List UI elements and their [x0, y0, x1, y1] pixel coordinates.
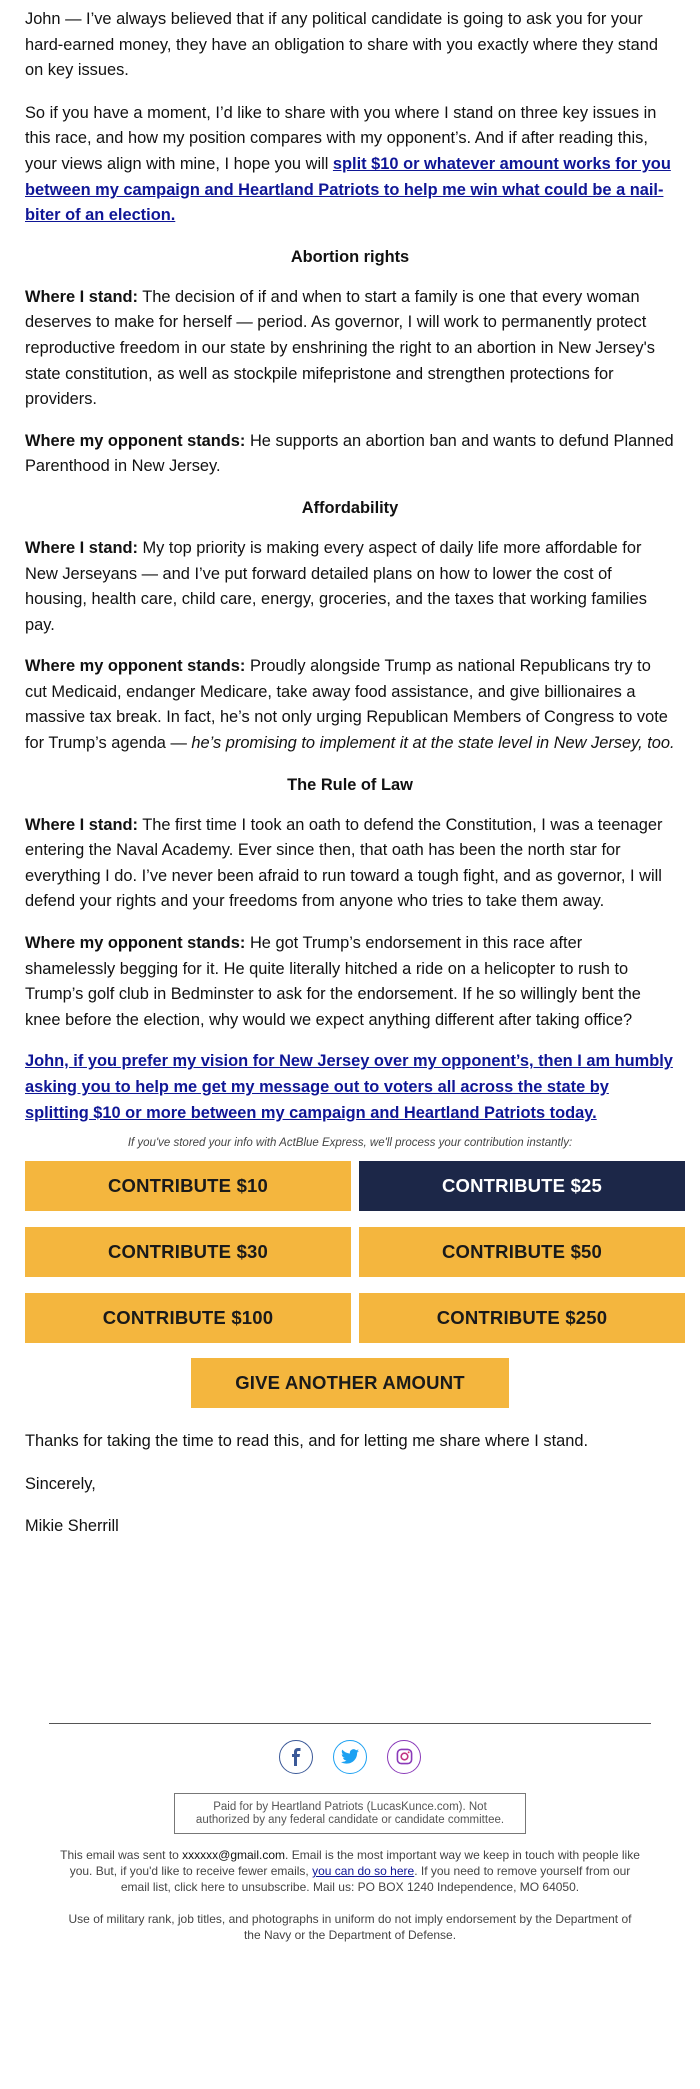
where-i-stand-abortion [25, 285, 675, 413]
signature-name: Mikie Sherrill [25, 1517, 119, 1536]
opponent-stands-affordability [25, 654, 675, 756]
stand-label: Where I stand: [25, 538, 138, 557]
opponent-text: He supports an abortion ban and wants to defund Planned Parenthood in New Jersey. [25, 431, 674, 476]
intro-paragraph: John — I’ve always believed that if any political candidate is going to ask you for your hard-earned money, they have an obligation to share with you exactly where they stand on key issues. [25, 10, 658, 80]
stand-text: My top priority is making every aspect of daily life more affordable for New Jerseyans — and I’ve put forward detailed plans on how to lower the cost of housing, health care, child care, energy, groceries, and the taxes that working families pay. [25, 538, 647, 634]
intro-ask-paragraph [25, 101, 675, 229]
twitter-icon[interactable] [333, 1740, 367, 1774]
footer-email-notice [55, 1847, 645, 1895]
instagram-icon[interactable] [387, 1740, 421, 1774]
opponent-italic-text: he’s promising to implement it at the state level in New Jersey, too. [191, 734, 675, 753]
recipient-email: xxxxxx@gmail.com [182, 1847, 286, 1862]
give-another-amount-button[interactable]: GIVE ANOTHER AMOUNT [191, 1358, 509, 1408]
footer [0, 1723, 700, 1943]
sent-mid: . Email is the most important way we keep in touch with people like you. But, if you'd like to receive fewer emails, [69, 1847, 640, 1878]
social-links [0, 1740, 700, 1774]
thanks-text: Thanks for taking the time to read this, and for letting me share where I stand. [25, 1432, 589, 1451]
contribution-buttons [25, 1161, 675, 1343]
section-heading-affordability: Affordability [301, 498, 399, 517]
opponent-label: Where my opponent stands: [25, 934, 246, 953]
facebook-icon[interactable] [279, 1740, 313, 1774]
sent-suffix: . If you need to remove yourself from our email list, click here to unsubscribe. Mail us: PO BOX 1240 Independence, MO 64050. [120, 1863, 631, 1894]
where-i-stand-rule-of-law [25, 813, 675, 915]
vision-ask-link[interactable]: John, if you prefer my vision for New Jersey over my opponent’s, then I am humbly asking you to help me get my message out to voters all across the state by splitting $10 or more between my campaign and Heartland Patriots today. [25, 1052, 673, 1122]
signoff-text: Sincerely, [25, 1474, 96, 1493]
section-heading-abortion: Abortion rights [290, 247, 410, 266]
contribute-50-button[interactable]: CONTRIBUTE $50 [359, 1227, 685, 1277]
section-heading-rule-of-law: The Rule of Law [287, 775, 413, 794]
contribute-100-button[interactable]: CONTRIBUTE $100 [25, 1293, 351, 1343]
contribute-10-button[interactable]: CONTRIBUTE $10 [25, 1161, 351, 1211]
sent-prefix: This email was sent to [60, 1847, 183, 1862]
opponent-label: Where my opponent stands: [25, 431, 246, 450]
opponent-label: Where my opponent stands: [25, 657, 246, 676]
intro-ask-text: So if you have a moment, I’d like to share with you where I stand on three key issues in this race, and how my position compares with my opponent’s. And if after reading this, your views align with mine, I hope you will [25, 103, 657, 173]
contribute-25-button[interactable]: CONTRIBUTE $25 [359, 1161, 685, 1211]
stand-label: Where I stand: [25, 287, 138, 306]
paid-for-disclaimer: Paid for by Heartland Patriots (LucasKunce.com). Not authorized by any federal candidate or candidate committee. [174, 1793, 526, 1834]
stand-text: The decision of if and when to start a family is one that every woman deserves to make for herself — period. As governor, I will work to permanently protect reproductive freedom in our state by enshrining the right to an abortion in New Jersey's state constitution, as well as stockpile mifepristone and strengthen protections for providers. [25, 287, 655, 409]
stand-text: The first time I took an oath to defend the Constitution, I was a teenager entering the Naval Academy. Ever since then, that oath has been the north star for everything I do. I’ve never been afraid to run toward a tough fight, and as governor, I will defend your rights and your freedoms from anyone who tries to take them away. [25, 815, 663, 911]
contribute-250-button[interactable]: CONTRIBUTE $250 [359, 1293, 685, 1343]
fewer-emails-link[interactable]: you can do so here [312, 1863, 415, 1878]
stand-label: Where I stand: [25, 815, 138, 834]
closing [25, 1429, 675, 1540]
opponent-stands-rule-of-law [25, 931, 675, 1033]
contribute-30-button[interactable]: CONTRIBUTE $30 [25, 1227, 351, 1277]
opponent-text: He got Trump’s endorsement in this race after shamelessly begging for it. He quite literally hitched a ride on a helicopter to rush to Trump’s golf club in Bedminster to ask for the endorsement. If he so willingly bent the knee before the election, why would we expect anything different after taking office? [25, 934, 641, 1029]
split-donation-link[interactable]: split $10 or whatever amount works for you between my campaign and Heartland Patriots to help me win what could be a nail-biter of an election. [25, 154, 671, 225]
opponent-stands-abortion [25, 429, 675, 480]
opponent-text: Proudly alongside Trump as national Republicans try to cut Medicaid, endanger Medicare, take away food assistance, and give billionaires a massive tax break. In fact, he’s not only urging Republican Members of Congress to vote for Trump’s agenda — [25, 657, 668, 753]
where-i-stand-affordability [25, 536, 675, 638]
footer-divider [49, 1723, 651, 1724]
military-disclaimer: Use of military rank, job titles, and photographs in uniform do not imply endorsement by the Department of the Navy or the Department of Defense. [68, 1911, 632, 1942]
actblue-express-note: If you've stored your info with ActBlue Express, we'll process your contribution instantly: [127, 1137, 573, 1150]
